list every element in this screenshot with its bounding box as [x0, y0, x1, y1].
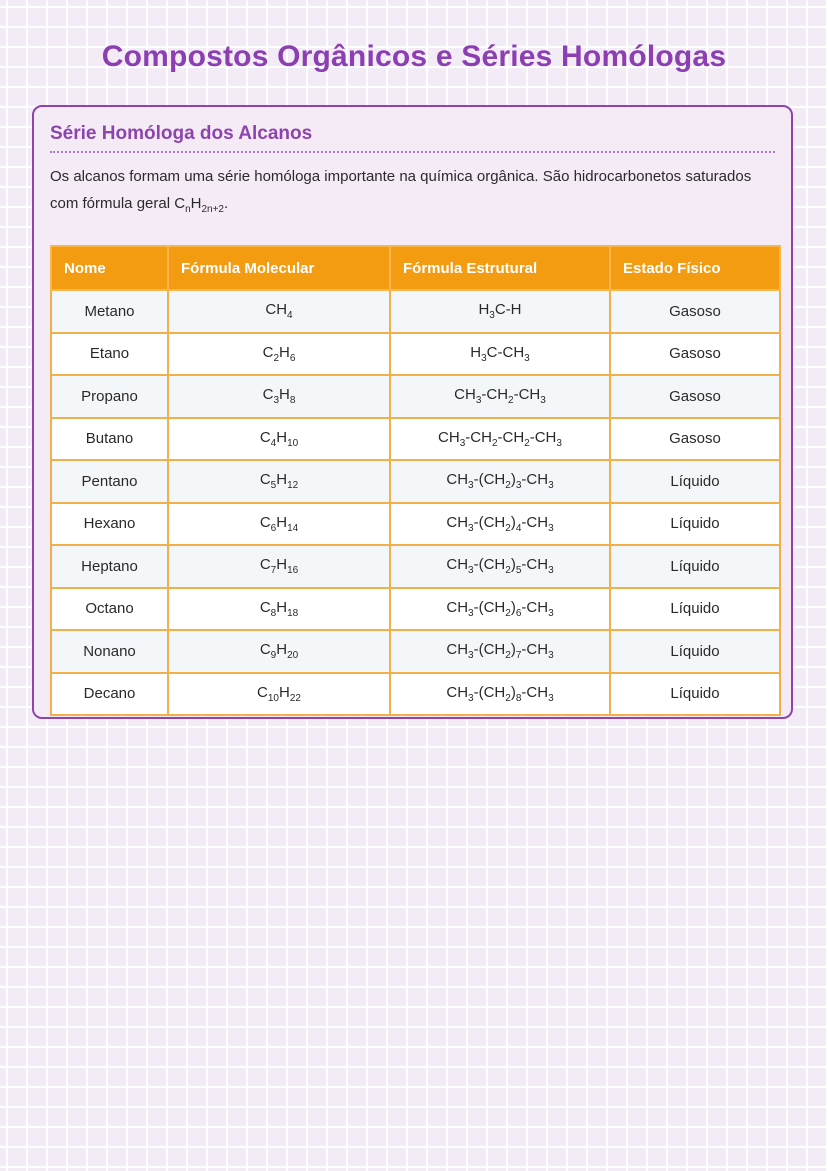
cell-structural-formula: $CH_3-(CH_2)_6-CH_3$: [390, 588, 610, 631]
cell-physical-state: Gasoso: [610, 418, 780, 461]
intro-paragraph: [50, 163, 775, 223]
general-formula: $C_nH_{2n+2}$.: [174, 195, 229, 215]
table-row: [51, 375, 780, 418]
cell-name: Hexano: [51, 503, 168, 546]
cell-structural-formula: $CH_3-(CH_2)_3-CH_3$: [390, 460, 610, 503]
cell-physical-state: Líquido: [610, 630, 780, 673]
table-body: [51, 290, 780, 715]
table-row: [51, 503, 780, 546]
cell-structural-formula: $H_3C-H$: [390, 290, 610, 333]
cell-molecular-formula: $C_3H_8$: [168, 375, 390, 418]
column-header-molecular-formula: Fórmula Molecular: [168, 246, 390, 290]
cell-physical-state: Gasoso: [610, 290, 780, 333]
cell-molecular-formula: $C_5H_{12}$: [168, 460, 390, 503]
cell-molecular-formula: $C_8H_{18}$: [168, 588, 390, 631]
cell-physical-state: Líquido: [610, 545, 780, 588]
page-title: Compostos Orgânicos e Séries Homólogas: [101, 40, 727, 73]
cell-molecular-formula: $C_2H_6$: [168, 333, 390, 376]
cell-name: Decano: [51, 673, 168, 716]
cell-name: Nonano: [51, 630, 168, 673]
cell-molecular-formula: $C_6H_{14}$: [168, 503, 390, 546]
table-row: [51, 290, 780, 333]
cell-molecular-formula: $C_4H_{10}$: [168, 418, 390, 461]
alkanes-section-card: [32, 105, 793, 719]
cell-physical-state: Líquido: [610, 503, 780, 546]
table-row: [51, 545, 780, 588]
cell-structural-formula: $CH_3-(CH_2)_4-CH_3$: [390, 503, 610, 546]
intro-text: Os alcanos formam uma série homóloga importante na química orgânica. São hidrocarbonetos saturados com fórmula geral: [50, 168, 752, 212]
table-row: [51, 588, 780, 631]
cell-name: Octano: [51, 588, 168, 631]
column-header-structural-formula: Fórmula Estrutural: [390, 246, 610, 290]
cell-name: Pentano: [51, 460, 168, 503]
cell-molecular-formula: $C_{10}H_{22}$: [168, 673, 390, 716]
cell-structural-formula: $CH_3-(CH_2)_8-CH_3$: [390, 673, 610, 716]
table-header-row: [51, 246, 780, 290]
column-header-name: Nome: [51, 246, 168, 290]
cell-name: Heptano: [51, 545, 168, 588]
cell-physical-state: Líquido: [610, 588, 780, 631]
cell-structural-formula: $H_3C-CH_3$: [390, 333, 610, 376]
table-row: [51, 460, 780, 503]
cell-name: Etano: [51, 333, 168, 376]
table-row: [51, 630, 780, 673]
cell-molecular-formula: $C_7H_{16}$: [168, 545, 390, 588]
cell-structural-formula: $CH_3-(CH_2)_7-CH_3$: [390, 630, 610, 673]
alkanes-table: [50, 245, 781, 716]
table-row: [51, 673, 780, 716]
cell-physical-state: Líquido: [610, 460, 780, 503]
cell-name: Propano: [51, 375, 168, 418]
table-row: [51, 418, 780, 461]
cell-name: Metano: [51, 290, 168, 333]
cell-physical-state: Gasoso: [610, 375, 780, 418]
section-title: Série Homóloga dos Alcanos: [50, 123, 775, 153]
table-row: [51, 333, 780, 376]
cell-name: Butano: [51, 418, 168, 461]
cell-structural-formula: $CH_3-CH_2-CH_3$: [390, 375, 610, 418]
cell-molecular-formula: $C_9H_{20}$: [168, 630, 390, 673]
cell-structural-formula: $CH_3-CH_2-CH_2-CH_3$: [390, 418, 610, 461]
cell-structural-formula: $CH_3-(CH_2)_5-CH_3$: [390, 545, 610, 588]
cell-molecular-formula: $CH_4$: [168, 290, 390, 333]
cell-physical-state: Gasoso: [610, 333, 780, 376]
column-header-physical-state: Estado Físico: [610, 246, 780, 290]
cell-physical-state: Líquido: [610, 673, 780, 716]
